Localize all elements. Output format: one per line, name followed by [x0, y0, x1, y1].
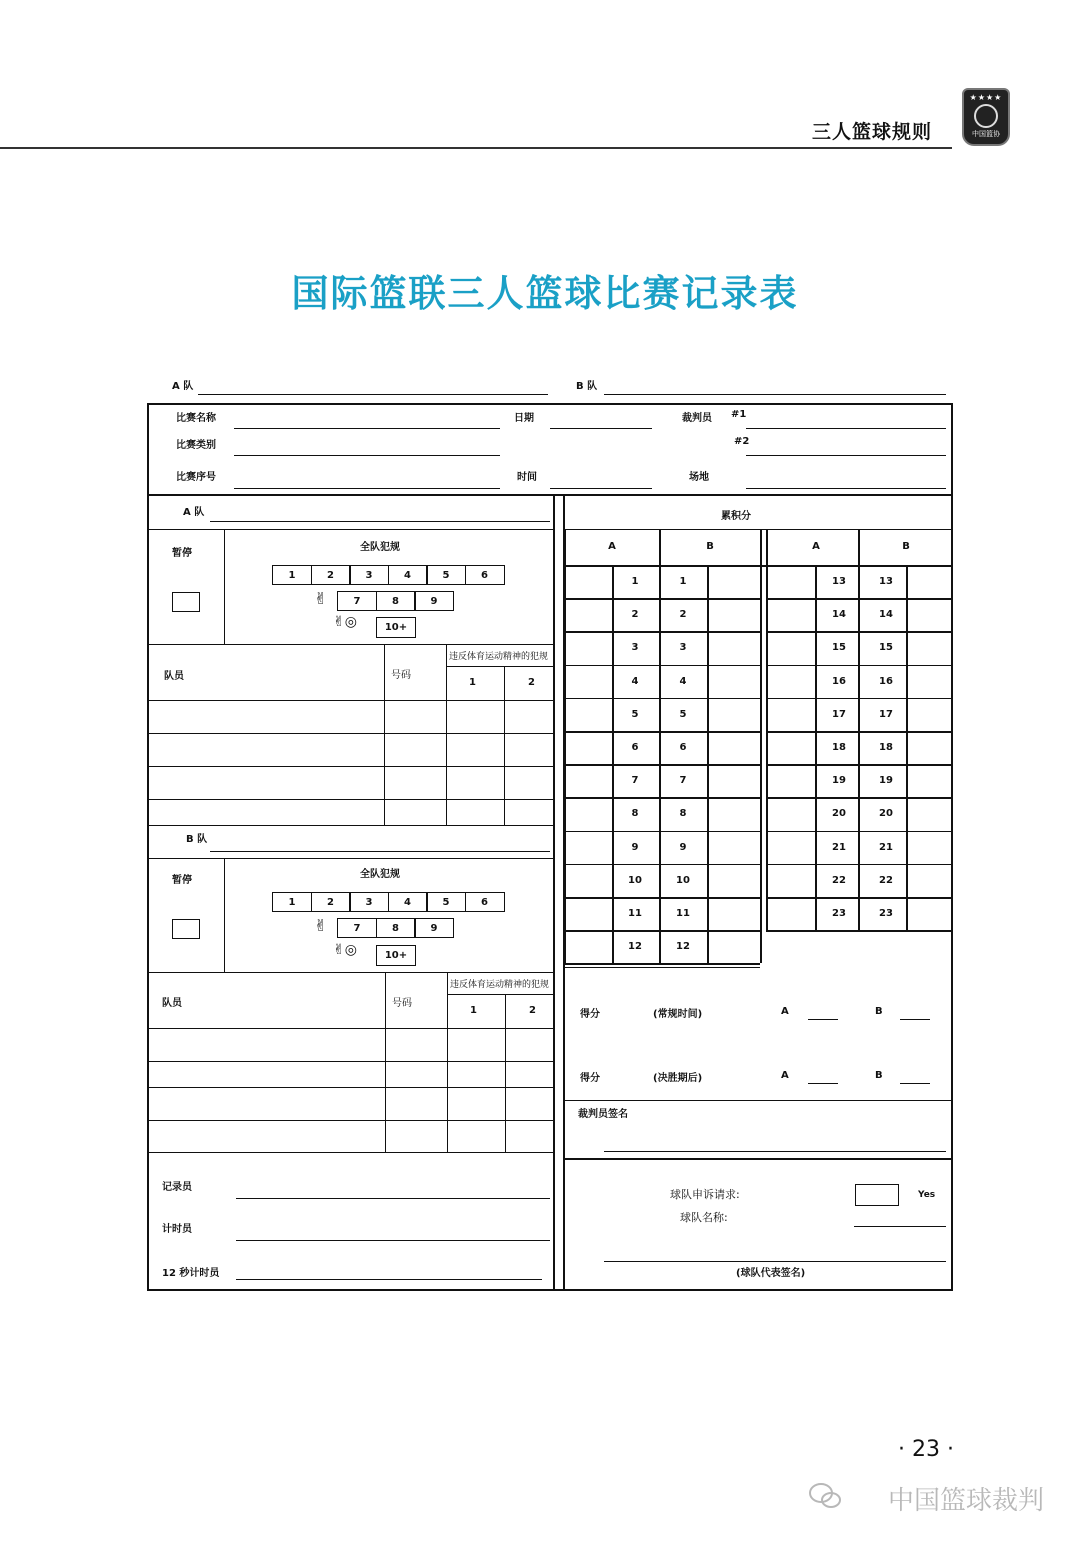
referee-label: 裁判员 — [682, 413, 712, 424]
protest-request-label: 球队申诉请求: — [670, 1188, 740, 1201]
rule — [446, 644, 447, 825]
team-b-u-col-2: 2 — [529, 1005, 536, 1016]
rule — [564, 529, 953, 530]
team-a-name-line[interactable] — [198, 394, 548, 395]
document-title: 国际篮联三人篮球比赛记录表 — [291, 272, 799, 315]
protest-signature-label: (球队代表签名) — [736, 1268, 806, 1279]
rule — [447, 972, 448, 1152]
score-grid-line — [766, 864, 953, 866]
team-b-block-label: B 队 — [186, 834, 208, 845]
team-b-number-header: 号码 — [392, 998, 412, 1009]
venue-line[interactable] — [746, 488, 946, 489]
score-grid-line — [564, 831, 760, 833]
rule — [147, 825, 553, 826]
team-b-u-col-1: 1 — [470, 1005, 477, 1016]
team-b-players-header: 队员 — [162, 998, 182, 1009]
score-grid-line — [564, 897, 760, 899]
score-a-11[interactable]: 11 — [628, 908, 642, 919]
cba-logo: ★★★★ 中国篮协 — [962, 88, 1010, 146]
team-a-fouls-row-1 — [272, 565, 505, 585]
rule — [564, 1158, 953, 1160]
team-b-timeout-box[interactable] — [172, 919, 200, 939]
score-grid-line — [766, 731, 953, 733]
rule — [147, 529, 553, 530]
score-a-17[interactable]: 17 — [832, 708, 846, 720]
regular-a-score[interactable] — [808, 1019, 838, 1020]
score-grid-line — [564, 864, 760, 866]
rule — [147, 858, 553, 859]
score-b-4[interactable]: 4 — [679, 675, 687, 687]
referee-1-line[interactable] — [746, 428, 946, 429]
protest-team-name-line[interactable] — [854, 1226, 946, 1227]
team-b-foul-8[interactable]: 8 — [376, 918, 416, 938]
team-a-block-line[interactable] — [210, 521, 550, 522]
score-a-14[interactable]: 14 — [832, 609, 846, 621]
score-a-21[interactable]: 21 — [832, 841, 846, 853]
score-a-15[interactable]: 15 — [832, 642, 846, 654]
score-header-b-right: B — [902, 541, 910, 552]
hand-ball-icon: ✌◎ — [333, 942, 357, 958]
score-a-3[interactable]: 3 — [631, 642, 639, 654]
team-b-row[interactable] — [147, 1087, 553, 1088]
protest-yes-checkbox[interactable] — [855, 1184, 899, 1206]
score-b-12[interactable]: 12 — [676, 941, 690, 953]
score-b-7[interactable]: 7 — [679, 775, 687, 787]
score-b-20[interactable]: 20 — [879, 808, 893, 820]
score-grid-line — [858, 529, 860, 930]
score-grid-line — [564, 565, 953, 567]
score-a-5[interactable]: 5 — [631, 708, 639, 720]
venue-label: 场地 — [689, 472, 709, 483]
team-a-timeout-label: 暂停 — [172, 548, 192, 559]
referee-2-label: #2 — [734, 436, 750, 447]
center-divider-1 — [553, 494, 555, 1291]
score-b-17[interactable]: 17 — [879, 708, 893, 720]
team-b-foul-5[interactable]: 5 — [426, 892, 466, 912]
team-a-fouls-row-2 — [337, 591, 454, 611]
team-b-row[interactable] — [147, 1120, 553, 1121]
score-grid-line — [760, 529, 762, 963]
team-b-row[interactable] — [147, 1028, 553, 1029]
info-divider — [147, 494, 953, 496]
referee-signature-label: 裁判员签名 — [578, 1109, 628, 1120]
overtime-b-label: B — [875, 1070, 883, 1081]
watermark-text: 中国篮球裁判 — [887, 1486, 1044, 1516]
match-number-label: 比赛序号 — [176, 472, 216, 483]
score-grid-line — [564, 598, 760, 600]
section-title: 三人篮球规则 — [811, 121, 932, 143]
rule — [504, 666, 505, 825]
score-grid-line — [564, 665, 760, 667]
referee-1-label: #1 — [731, 409, 747, 420]
score-a-7[interactable]: 7 — [631, 775, 639, 787]
team-b-block-line[interactable] — [210, 851, 550, 852]
score-regular-label: 得分 — [580, 1009, 600, 1020]
overtime-a-label: A — [781, 1070, 789, 1081]
referee-2-line[interactable] — [746, 455, 946, 456]
match-number-line[interactable] — [234, 488, 500, 489]
score-header-b-left: B — [706, 541, 714, 552]
team-a-u-col-2: 2 — [528, 677, 535, 688]
score-grid-line — [564, 731, 760, 733]
rule — [385, 972, 386, 1152]
score-b-6[interactable]: 6 — [679, 742, 687, 753]
score-grid-line — [564, 698, 760, 700]
score-grid-line — [564, 764, 760, 766]
team-a-timeout-box[interactable] — [172, 592, 200, 612]
score-grid-line — [564, 963, 760, 965]
team-a-foul-9[interactable]: 9 — [414, 591, 454, 611]
scorer-label: 记录员 — [162, 1182, 192, 1193]
wechat-icon — [808, 1482, 842, 1510]
score-grid-line — [815, 565, 817, 930]
team-b-foul-1[interactable]: 1 — [272, 892, 312, 912]
two-fingers-hand-icon: ✌ — [314, 916, 328, 935]
team-b-timeout-label: 暂停 — [172, 875, 192, 886]
header-rule — [0, 147, 952, 149]
score-a-13[interactable]: 13 — [832, 576, 846, 587]
score-grid-line — [766, 930, 953, 932]
rule — [564, 1100, 953, 1101]
team-a-number-header: 号码 — [391, 670, 411, 681]
score-a-20[interactable]: 20 — [832, 808, 846, 820]
regular-a-label: A — [781, 1006, 789, 1017]
score-b-10[interactable]: 10 — [676, 874, 690, 886]
score-grid-line — [564, 930, 760, 932]
scorer-line[interactable] — [236, 1198, 550, 1199]
team-b-foul-10plus[interactable]: 10+ — [376, 945, 416, 966]
score-grid-line — [766, 598, 953, 600]
logo-text: 中国篮协 — [972, 130, 1000, 138]
team-b-name-line[interactable] — [604, 394, 946, 395]
score-grid-line — [766, 831, 953, 833]
rule — [224, 529, 225, 644]
rule — [505, 994, 506, 1152]
team-a-block-label: A 队 — [183, 507, 205, 518]
score-header-a-right: A — [812, 541, 820, 552]
team-a-foul-2[interactable]: 2 — [311, 565, 351, 585]
team-a-row[interactable] — [147, 700, 553, 701]
team-a-foul-5[interactable]: 5 — [426, 565, 466, 585]
team-b-row[interactable] — [147, 1061, 553, 1062]
team-b-fouls-row-1 — [272, 892, 505, 912]
time-label: 时间 — [517, 472, 537, 483]
team-a-foul-8[interactable]: 8 — [376, 591, 416, 611]
score-a-19[interactable]: 19 — [832, 775, 846, 787]
regular-b-score[interactable] — [900, 1019, 930, 1020]
score-a-2[interactable]: 2 — [631, 609, 639, 621]
score-a-9[interactable]: 9 — [631, 841, 639, 853]
rule — [384, 644, 385, 825]
timer-line[interactable] — [236, 1240, 550, 1241]
score-grid-line — [766, 897, 953, 899]
overtime-a-score[interactable] — [808, 1083, 838, 1084]
score-a-16[interactable]: 16 — [832, 675, 846, 687]
team-a-row[interactable] — [147, 733, 553, 734]
team-a-u-col-1: 1 — [469, 677, 476, 688]
team-a-label: A 队 — [172, 381, 194, 392]
team-a-players-header: 队员 — [164, 671, 184, 682]
rule — [147, 644, 553, 645]
team-b-foul-7[interactable]: 7 — [337, 918, 377, 938]
shot-clock-label: 12 秒计时员 — [162, 1268, 220, 1279]
score-grid-line — [766, 631, 953, 633]
score-grid-line — [564, 631, 760, 633]
score-grid-line — [766, 665, 953, 667]
score-grid-line — [766, 797, 953, 799]
two-fingers-hand-icon: ✌ — [314, 589, 328, 608]
team-a-team-fouls-label: 全队犯规 — [360, 542, 400, 553]
score-a-18[interactable]: 18 — [832, 742, 846, 753]
score-b-16[interactable]: 16 — [879, 675, 893, 687]
team-a-foul-10plus[interactable]: 10+ — [376, 617, 416, 638]
team-b-label: B 队 — [576, 381, 598, 392]
score-b-8[interactable]: 8 — [679, 808, 687, 820]
score-grid-line — [766, 764, 953, 766]
score-a-12[interactable]: 12 — [628, 941, 642, 953]
score-b-19[interactable]: 19 — [879, 775, 893, 787]
score-grid-line — [766, 529, 768, 930]
team-a-foul-1[interactable]: 1 — [272, 565, 312, 585]
score-overtime-label: 得分 — [580, 1073, 600, 1084]
basketball-icon — [974, 104, 998, 128]
score-b-11[interactable]: 11 — [676, 908, 690, 919]
timer-label: 计时员 — [162, 1224, 192, 1235]
score-header-a-left: A — [608, 541, 616, 552]
score-b-3[interactable]: 3 — [679, 642, 687, 654]
team-b-foul-2[interactable]: 2 — [311, 892, 351, 912]
score-a-23[interactable]: 23 — [832, 908, 846, 919]
score-a-6[interactable]: 6 — [631, 742, 639, 753]
team-a-foul-4[interactable]: 4 — [388, 565, 428, 585]
team-b-fouls-row-2 — [337, 918, 454, 938]
score-grid-line — [906, 565, 908, 930]
score-a-1[interactable]: 1 — [631, 576, 639, 587]
team-a-row[interactable] — [147, 799, 553, 800]
date-label: 日期 — [514, 413, 534, 424]
rule — [224, 858, 225, 972]
score-b-2[interactable]: 2 — [679, 609, 687, 621]
score-b-21[interactable]: 21 — [879, 841, 893, 853]
score-a-8[interactable]: 8 — [631, 808, 639, 820]
team-a-row[interactable] — [147, 766, 553, 767]
team-b-foul-9[interactable]: 9 — [414, 918, 454, 938]
rule — [564, 967, 760, 968]
shot-clock-line[interactable] — [236, 1279, 542, 1280]
date-line[interactable] — [550, 428, 652, 429]
referee-signature-line[interactable] — [604, 1151, 946, 1152]
team-b-foul-3[interactable]: 3 — [349, 892, 389, 912]
team-b-foul-6[interactable]: 6 — [465, 892, 505, 912]
score-b-1[interactable]: 1 — [679, 576, 687, 587]
rule — [147, 972, 553, 973]
team-a-foul-6[interactable]: 6 — [465, 565, 505, 585]
running-score-title: 累积分 — [721, 511, 751, 522]
score-b-22[interactable]: 22 — [879, 874, 893, 886]
score-grid-line — [564, 797, 760, 799]
score-b-9[interactable]: 9 — [679, 841, 687, 853]
team-b-team-fouls-label: 全队犯规 — [360, 869, 400, 880]
team-a-foul-3[interactable]: 3 — [349, 565, 389, 585]
score-b-13[interactable]: 13 — [879, 576, 893, 587]
score-a-22[interactable]: 22 — [832, 874, 846, 886]
team-a-foul-7[interactable]: 7 — [337, 591, 377, 611]
score-b-23[interactable]: 23 — [879, 908, 893, 919]
hand-ball-icon: ✌◎ — [333, 614, 357, 630]
score-b-14[interactable]: 14 — [879, 609, 893, 621]
rule — [147, 1152, 553, 1153]
time-line[interactable] — [550, 488, 652, 489]
overtime-label: (决胜期后) — [653, 1073, 703, 1084]
score-a-4[interactable]: 4 — [631, 675, 639, 687]
score-b-15[interactable]: 15 — [879, 642, 893, 654]
match-name-label: 比赛名称 — [176, 413, 216, 424]
score-grid-line — [766, 698, 953, 700]
protest-yes-label: Yes — [918, 1190, 936, 1200]
protest-team-name-label: 球队名称: — [680, 1211, 728, 1224]
score-b-5[interactable]: 5 — [679, 708, 687, 720]
team-b-unsportsmanlike-header: 违反体育运动精神的犯规 — [450, 980, 550, 990]
match-category-line[interactable] — [234, 455, 500, 456]
overtime-b-score[interactable] — [900, 1083, 930, 1084]
team-b-foul-4[interactable]: 4 — [388, 892, 428, 912]
regular-b-label: B — [875, 1006, 883, 1017]
score-a-10[interactable]: 10 — [628, 874, 642, 886]
page-number: · 23 · — [898, 1437, 954, 1462]
team-a-unsportsmanlike-header: 违反体育运动精神的犯规 — [449, 652, 549, 662]
protest-signature-line[interactable] — [604, 1261, 946, 1262]
rule — [447, 994, 553, 995]
score-b-18[interactable]: 18 — [879, 742, 893, 753]
rule — [446, 666, 553, 667]
match-category-label: 比赛类别 — [176, 440, 216, 451]
regular-time-label: (常规时间) — [653, 1009, 703, 1020]
match-name-line[interactable] — [234, 428, 500, 429]
